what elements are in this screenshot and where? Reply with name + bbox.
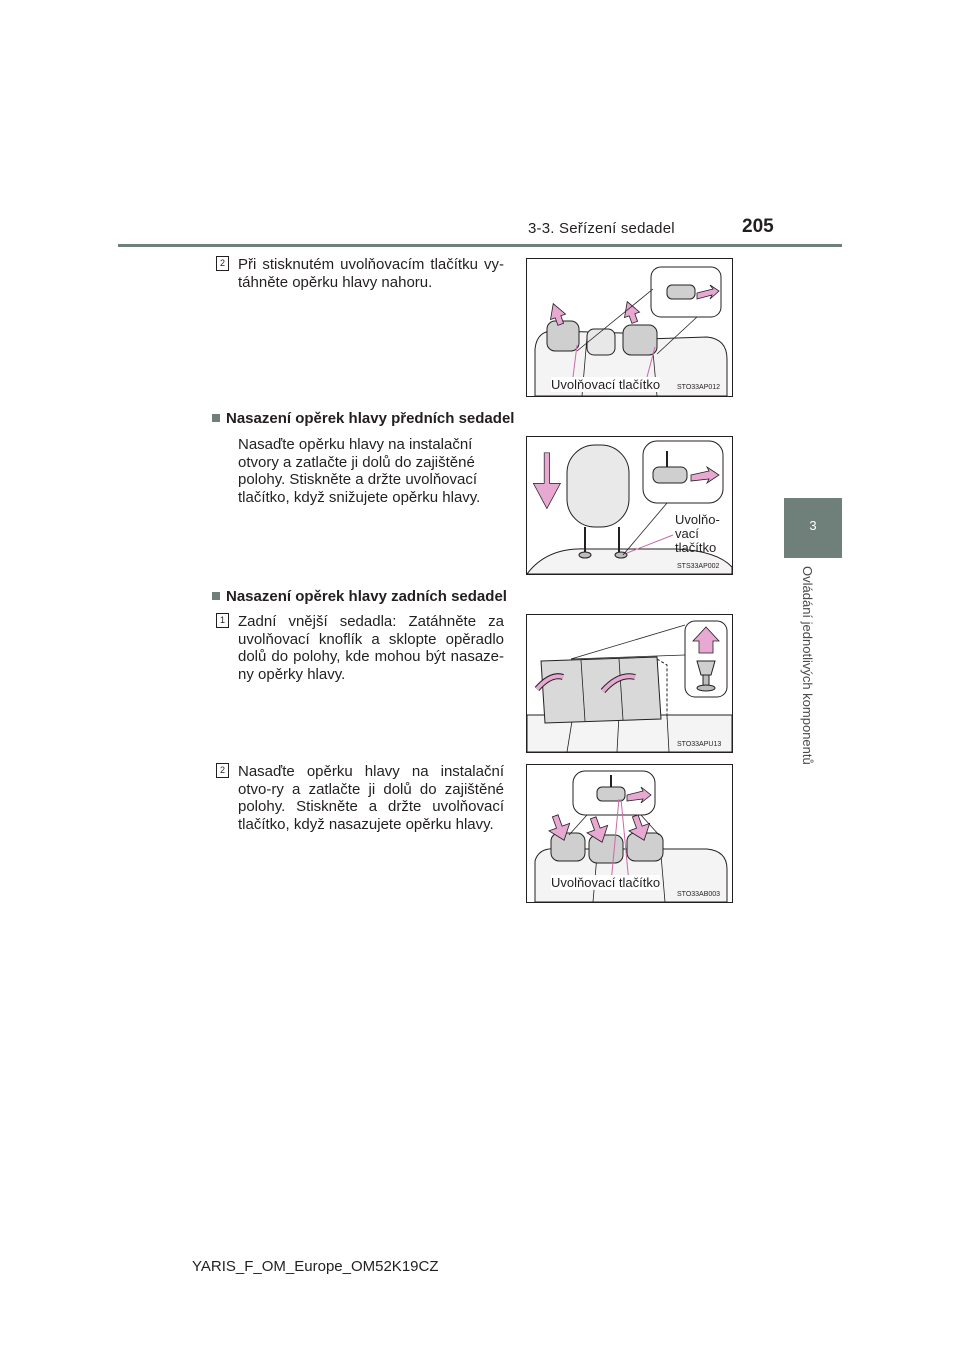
rear-seat-fold-illustration: [527, 615, 732, 752]
page-number: 205: [742, 216, 774, 237]
label-line: vací: [675, 526, 699, 541]
figure-code: STO33APU13: [677, 741, 722, 748]
front-section-text: Nasaďte opěrku hlavy na instalační otvory a zatlačte ji dolů do zajištěné polohy. Stiskněte a držte uvolňovací tlačítko, když snižujete opěrku hlavy.: [238, 436, 481, 506]
rear-step-2-text: Nasaďte opěrku hlavy na instalační otvo-ry a zatlačte ji dolů do zajištěné polohy. Stiskněte a držte uvolňovací tlačítko, když nasazujete opěrku hlavy.: [238, 763, 504, 833]
figure-code: STO33AB003: [677, 891, 721, 898]
section-heading-rear: [212, 588, 507, 605]
label-line: Uvolňo-: [675, 512, 720, 527]
label-line: tlačítko: [675, 540, 717, 555]
chapter-title: Ovládání jednotlivých komponentů: [800, 566, 815, 765]
figure-rear-headrest-removal: [526, 258, 733, 397]
figure-code: STS33AP002: [677, 563, 720, 570]
header-rule: [118, 244, 842, 247]
figure-front-headrest-install: [526, 436, 733, 575]
figure-rear-headrest-install: [526, 764, 733, 903]
figure-rear-seat-fold: [526, 614, 733, 753]
bullet-square: [212, 414, 220, 422]
section-heading-front: [212, 410, 514, 427]
chapter-number: 3: [809, 518, 817, 533]
document-footer: YARIS_F_OM_Europe_OM52K19CZ: [192, 1258, 439, 1275]
rear-step-1-text: Zadní vnější sedadla: Zatáhněte za uvolňovací knoflík a sklopte opěradlo dolů do polohy, kde mohou být nasaze-ny opěrky hlavy.: [238, 613, 504, 683]
bullet-square: [212, 592, 220, 600]
release-button-label: Uvolňovací tlačítko: [551, 875, 661, 890]
section-heading-front-text: Nasazení opěrek hlavy předních sedadel: [226, 410, 515, 427]
step-number-box: 1: [216, 613, 229, 628]
step-number-box: 2: [216, 256, 229, 271]
section-title: 3-3. Seřízení sedadel: [528, 220, 675, 237]
release-button-label: Uvolňovací tlačítko: [551, 377, 661, 392]
step-number-box: 2: [216, 763, 229, 778]
release-button-label-multiline: [675, 513, 720, 555]
step-text: Při stisknutém uvolňovacím tlačítku vy-táhněte opěrku hlavy nahoru.: [238, 256, 504, 291]
headrest-illustration: [527, 259, 732, 396]
section-heading-rear-text: Nasazení opěrek hlavy zadních sedadel: [226, 588, 507, 605]
figure-code: STO33AP012: [677, 384, 721, 391]
